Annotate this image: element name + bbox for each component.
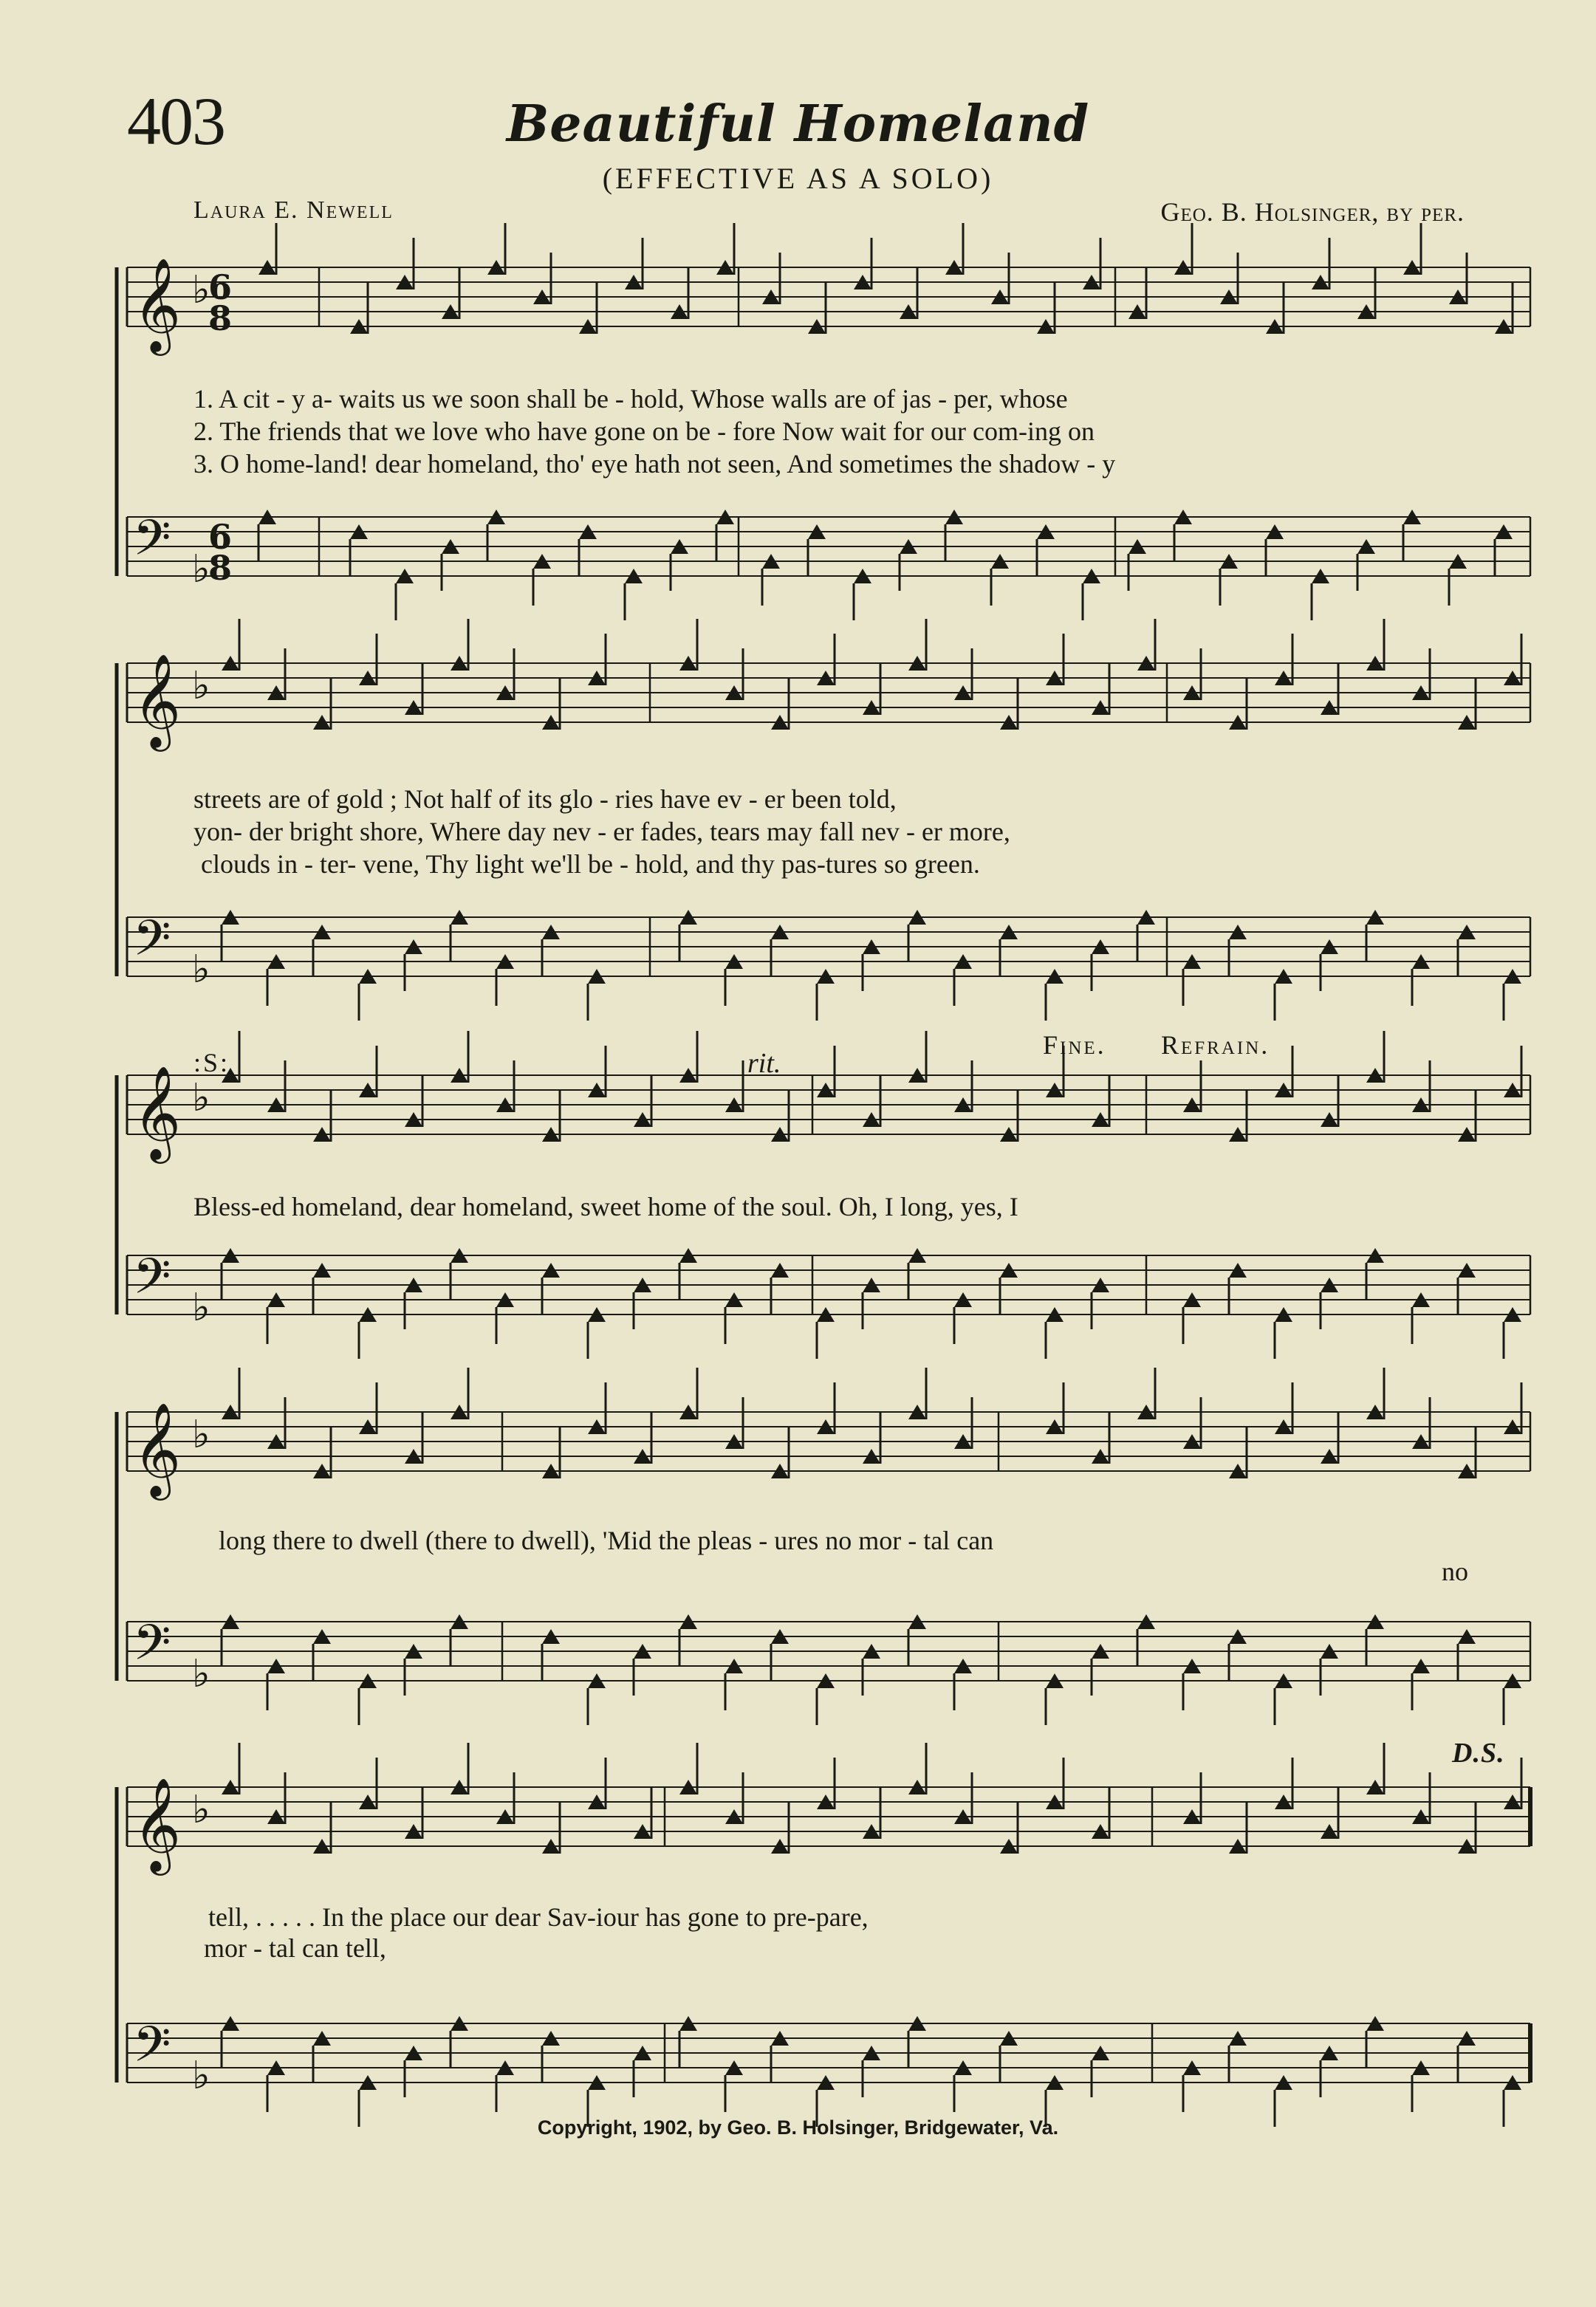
time-signature: 6 — [208, 517, 233, 557]
copyright-notice: Copyright, 1902, by Geo. B. Holsinger, Bridgewater, Va. — [537, 2116, 1059, 2139]
fine-mark: Fine. — [1043, 1030, 1106, 1060]
lyric-line: 2. The friends that we love who have gone on be - fore Now wait for our com-ing on — [193, 417, 1095, 446]
hymn-title: Beautiful Homeland — [506, 95, 1090, 154]
lyric-line: long there to dwell (there to dwell), 'Mid the pleas - ures no mor - tal can — [219, 1526, 994, 1555]
flat-icon: ♭ — [192, 1286, 210, 1330]
bass-clef-icon: 𝄢 — [133, 1614, 171, 1683]
treble-clef-icon: 𝄞 — [133, 1777, 182, 1871]
flat-icon: ♭ — [192, 547, 210, 592]
composer-credit: Geo. B. Holsinger, by per. — [1160, 197, 1465, 227]
treble-clef-icon: 𝄞 — [133, 257, 182, 352]
flat-icon: ♭ — [192, 268, 210, 312]
bass-clef-icon: 𝄢 — [133, 1248, 171, 1317]
treble-clef-icon: 𝄞 — [133, 1402, 182, 1496]
ritardando-mark: rit. — [747, 1048, 781, 1079]
flat-icon: ♭ — [192, 1413, 210, 1457]
lyric-line: mor - tal can tell, — [204, 1933, 386, 1963]
refrain-mark: Refrain. — [1161, 1030, 1270, 1060]
bass-clef-icon: 𝄢 — [133, 510, 171, 578]
lyricist-credit: Laura E. Newell — [193, 196, 394, 224]
flat-icon: ♭ — [192, 664, 210, 708]
flat-icon: ♭ — [192, 1788, 210, 1832]
treble-clef-icon: 𝄞 — [133, 1065, 182, 1159]
flat-icon: ♭ — [192, 2054, 210, 2098]
hymn-number: 403 — [127, 83, 225, 159]
bass-clef-icon: 𝄢 — [133, 2016, 171, 2085]
flat-icon: ♭ — [192, 1076, 210, 1120]
lyric-line: streets are of gold ; Not half of its glo - ries have ev - er been told, — [193, 784, 897, 814]
time-signature: 8 — [208, 298, 233, 338]
lyric-line: 1. A cit - y a- waits us we soon shall be - hold, Whose walls are of jas - per, whose — [193, 384, 1068, 414]
lyric-line: Bless-ed homeland, dear homeland, sweet home of the soul. Oh, I long, yes, I — [193, 1192, 1018, 1221]
bass-clef-icon: 𝄢 — [133, 910, 171, 978]
flat-icon: ♭ — [192, 947, 210, 992]
hymn-subtitle: (EFFECTIVE AS A SOLO) — [602, 162, 994, 195]
lyric-line: no — [1442, 1557, 1468, 1586]
time-signature: 6 — [208, 267, 233, 307]
flat-icon: ♭ — [192, 1652, 210, 1696]
lyric-line: yon- der bright shore, Where day nev - er fades, tears may fall nev - er more, — [193, 817, 1010, 846]
treble-clef-icon: 𝄞 — [133, 653, 182, 747]
segno-sign: :S: — [193, 1048, 230, 1077]
lyric-line: tell, . . . . . In the place our dear Sav-iour has gone to pre-pare, — [208, 1902, 869, 1932]
dal-segno-mark: D.S. — [1452, 1738, 1505, 1769]
lyric-line: 3. O home-land! dear homeland, tho' eye hath not seen, And sometimes the shadow - y — [193, 449, 1116, 479]
time-signature: 8 — [208, 548, 233, 588]
lyric-line: clouds in - ter- vene, Thy light we'll be - hold, and thy pas-tures so green. — [201, 849, 980, 879]
